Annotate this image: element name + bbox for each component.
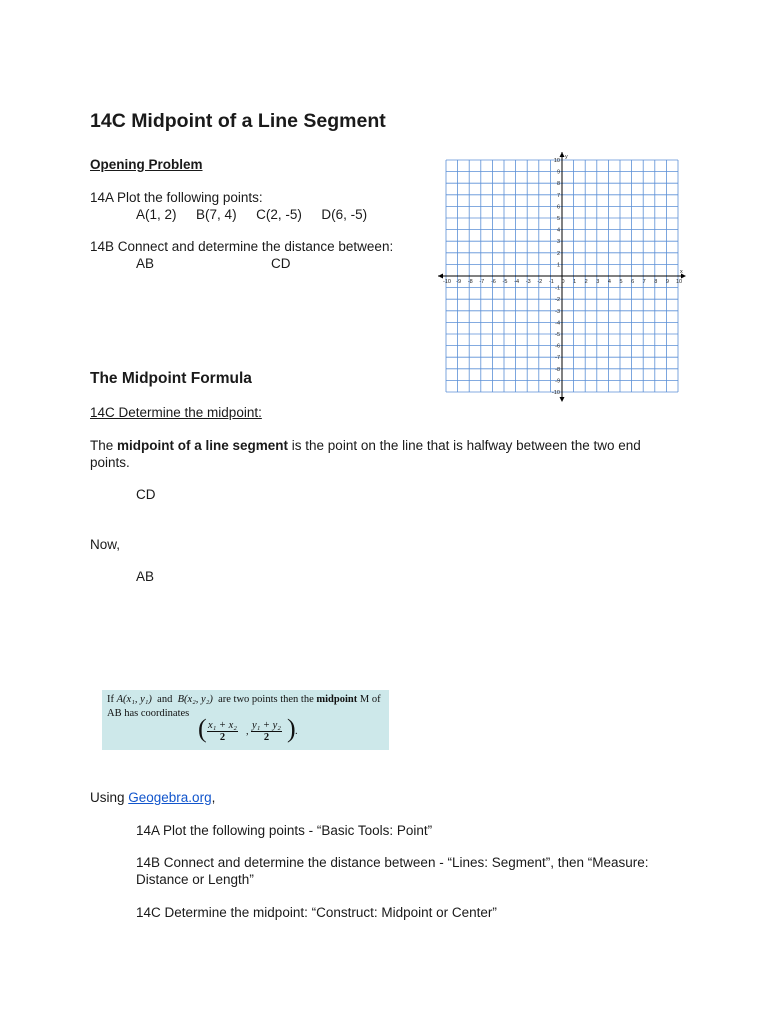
point-c: C(2, -5) [256,207,302,222]
y-tick-label: 5 [556,216,560,222]
y-fraction: $\frac{\text{y₁ + y₂}}{2}$ [252,720,281,743]
right-paren: ) [287,714,296,743]
segment-ab-label: AB [136,256,155,271]
geogebra-step-2: 14B Connect and determine the distance between - “Lines: Segment”, then “Measure: [136,855,649,870]
x-tick-label: 9 [665,279,669,285]
y-tick-label: -8 [555,366,560,373]
x-tick-label: 4 [607,279,611,285]
x-tick-label: -6 [490,279,496,285]
x-tick-label: 5 [619,279,623,285]
plot-instruction: 14A Plot the following points: [90,190,263,205]
y-tick-label: 8 [556,181,560,188]
y-tick-label: 9 [556,169,560,176]
ab-label: AB [136,569,155,584]
y-tick-label: 10 [553,158,560,164]
y-tick-label: 4 [556,227,560,234]
y-tick-label: -9 [555,378,560,385]
x-tick-label: 1 [573,279,577,285]
x-tick-label: 3 [596,279,600,285]
segment-cd-label: CD [271,256,291,271]
now-text: Now, [90,537,121,552]
formula-line-1: If A(x₁, y₁) and B(x₂, y₂) are two points then the midpoint M of [107,694,381,705]
coordinate-grid [436,152,690,424]
y-axis-arrow-bottom [560,397,565,402]
y-tick-label: -7 [555,355,560,362]
midpoint-bold: midpoint [316,694,358,705]
formula-line-2: AB has coordinates [107,708,190,719]
x-tick-label: 6 [631,279,635,285]
y-tick-label: -4 [555,320,560,327]
y-tick-label: 6 [556,204,560,211]
determine-midpoint-subheading: 14C Determine the midpoint: [90,405,262,420]
connect-instruction: 14B Connect and determine the distance between: [90,239,394,254]
x-tick-label: 7 [642,279,646,285]
x-tick-label: -9 [456,279,462,285]
y-tick-label: -6 [555,343,560,350]
midpoint-definition [90,438,641,453]
geogebra-step-1: 14A Plot the following points - “Basic Tools: Point” [136,823,433,838]
definition-pre: The [90,438,118,453]
y-tick-label: 1 [556,262,560,269]
midpoint-definition-cont: points. [90,455,130,470]
point-b: B(7, 4) [196,207,237,222]
definition-bold: midpoint of a line segment [117,438,289,453]
definition-post: is the point on the line that is halfway between the two end [288,438,641,453]
geogebra-link[interactable]: Geogebra.org [128,790,212,805]
y-tick-label: 2 [556,250,560,257]
page-title: 14C Midpoint of a Line Segment [90,110,386,132]
x-tick-label: -2 [537,279,543,285]
x-tick-label: -8 [467,279,473,285]
x-axis-arrow-left [438,274,443,279]
using-geogebra: Using Geogebra.org, [90,790,216,805]
y-tick-label: -1 [555,285,560,292]
x-tick-label: -1 [548,279,554,285]
x-tick-label: -7 [479,279,485,285]
x-tick-label: 10 [675,279,683,285]
y-axis-label: y [565,154,568,160]
y-tick-label: 3 [556,239,560,246]
x-tick-label: -5 [502,279,508,285]
point-list [136,207,367,222]
point-a: A(1, 2) [136,207,177,222]
point-a-coords: A(x₁, y₁) [116,694,152,705]
geogebra-step-2-cont: Distance or Length” [136,872,254,887]
left-paren: ( [198,714,207,743]
x-fraction: $\frac{\text{x₁ + x₂}}{2}$ [208,720,237,743]
cd-label: CD [136,487,156,502]
geogebra-step-3: 14C Determine the midpoint: “Construct: Midpoint or Center” [136,905,497,920]
x-tick-label: 2 [584,279,588,285]
x-tick-label: -4 [514,279,520,285]
y-tick-label: -2 [555,297,560,304]
midpoint-formula-box: If A(x₁, y₁) and B(x₂, y₂) are two points then the midpoint M of AB has coordinates ( $\frac{\text{x₁ + x₂}}{2}$ , $\frac{\text{y₁ + y₂}}{2}$ ) . [102,690,389,750]
y-tick-label: -5 [555,332,560,338]
x-tick-label: -10 [443,279,451,285]
x-tick-label: 8 [654,279,658,285]
x-axis-label: x [680,269,683,275]
point-b-coords: B(x₂, y₂) [177,694,213,705]
y-tick-label: -10 [552,390,560,396]
y-tick-label: -3 [555,308,560,315]
x-tick-label: 0 [561,279,565,285]
y-axis-arrow [560,152,565,157]
y-tick-label: 7 [556,192,560,199]
opening-problem-heading: Opening Problem [90,157,203,172]
x-tick-label: -3 [525,279,531,285]
point-d: D(6, -5) [321,207,368,222]
midpoint-formula-heading: The Midpoint Formula [90,370,252,387]
